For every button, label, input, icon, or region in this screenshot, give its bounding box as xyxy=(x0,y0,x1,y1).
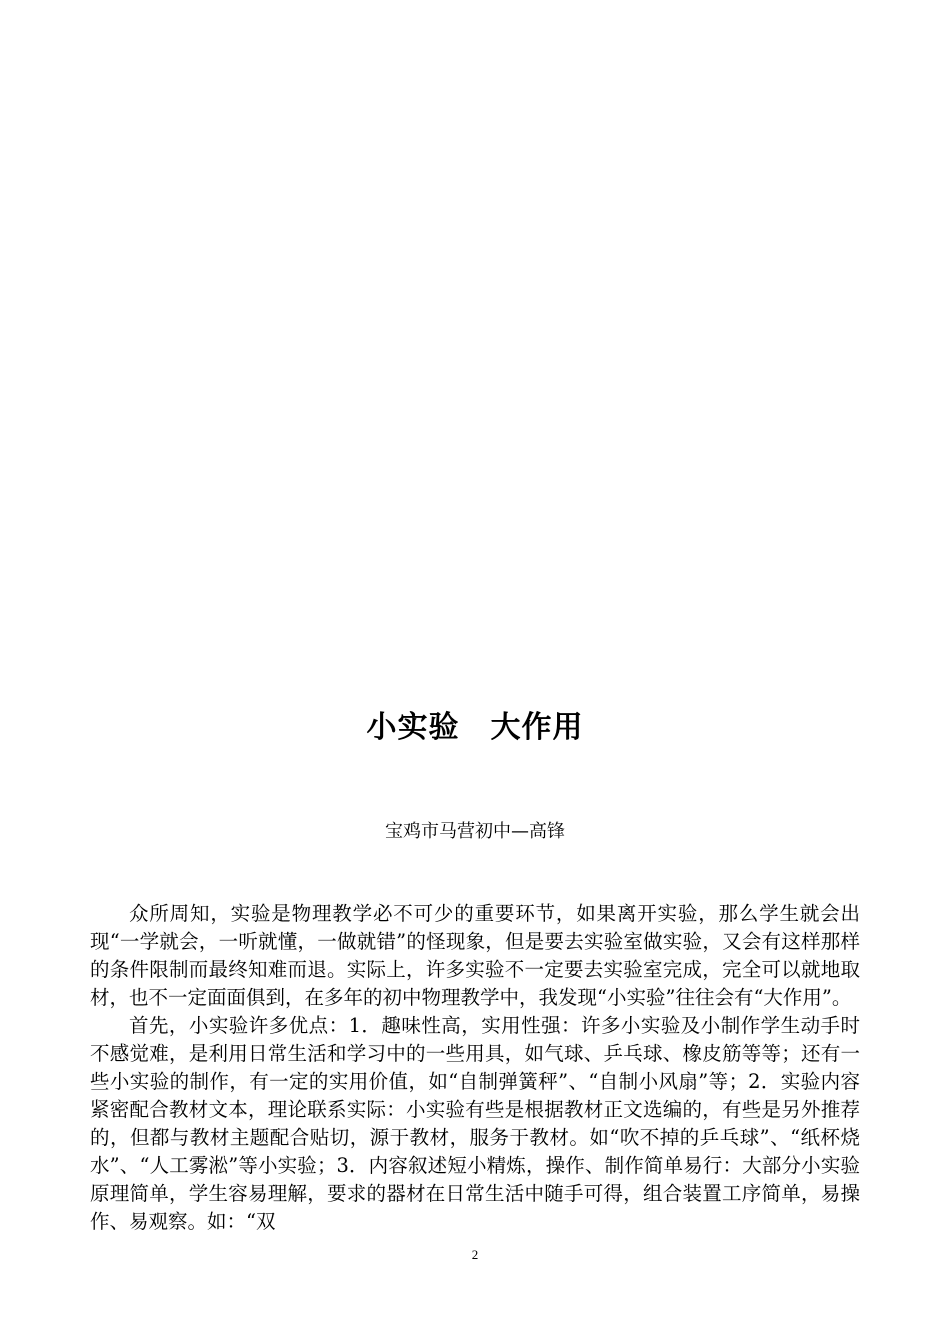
article-body xyxy=(90,900,860,1236)
body-paragraph-2: 首先，小实验许多优点：1．趣味性高，实用性强：许多小实验及小制作学生动手时不感觉难，是利用日常生活和学习中的一些用具，如气球、乒乓球、橡皮筋等等；还有一些小实验的制作，有一定的实用价值，如“自制弹簧秤”、“自制小风扇”等；2．实验内容紧密配合教材文本，理论联系实际：小实验有些是根据教材正文选编的，有些是另外推荐的，但都与教材主题配合贴切，源于教材，服务于教材。如“吹不掉的乒乓球”、“纸杯烧水”、“人工雾淞”等小实验；3．内容叙述短小精炼，操作、制作简单易行：大部分小实验原理简单，学生容易理解，要求的器材在日常生活中随手可得，组合装置工序简单，易操作、易观察。如：“双 xyxy=(90,1014,860,1233)
page-number: 2 xyxy=(471,1247,479,1262)
body-paragraph-1: 众所周知，实验是物理教学必不可少的重要环节，如果离开实验，那么学生就会出现“一学就会，一听就懂，一做就错”的怪现象，但是要去实验室做实验，又会有这样那样的条件限制而最终知难而退。实际上，许多实验不一定要去实验室完成，完全可以就地取材，也不一定面面俱到，在多年的初中物理教学中，我发现“小实验”往往会有“大作用”。 xyxy=(90,902,860,1009)
article-title: 小实验 大作用 xyxy=(366,710,584,745)
article-author: 宝鸡市马营初中—高锋 xyxy=(385,821,565,842)
